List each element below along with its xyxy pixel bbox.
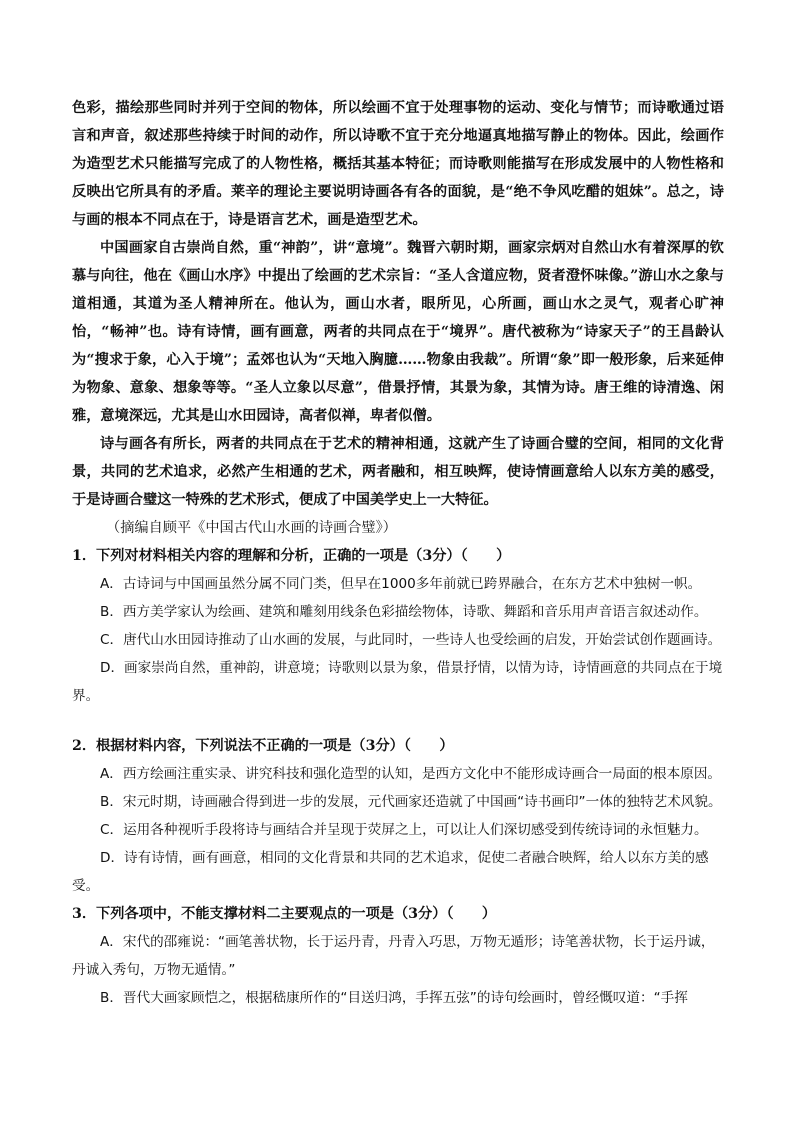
- passage-paragraph-2: 中国画家自古崇尚自然，重“神韵”，讲“意境”。魏晋六朝时期，画家宗炳对自然山水有着深厚的钦慕与向往，他在《画山水序》中提出了绘画的艺术宗旨：“圣人含道应物，贤者澄怀味像。”游山水之象与道相通，其道为圣人精神所在。他认为，画山水者，眼所见，心所画，画山水之灵气，观者心旷神怡，“畅神”也。诗有诗情，画有画意，两者的共同点在于“境界”。唐代被称为“诗家天子”的王昌龄认为“搜求于象，心入于境”；孟郊也认为“天地入胸臆……物象由我裁”。所谓“象”即一般形象，后来延伸为物象、意象、想象等等。“圣人立象以尽意”，借景抒情，其景为象，其情为诗。唐王维的诗清逸、闲雅，意境深远，尤其是山水田园诗，高者似禅，卑者似僧。: [72, 240, 724, 424]
- passage-paragraph-3: 诗与画各有所长，两者的共同点在于艺术的精神相通，这就产生了诗画合璧的空间，相同的文化背景，共同的艺术追求，必然产生相通的艺术，两者融和，相互映辉，使诗情画意给人以东方美的感受，于是诗画合璧这一特殊的艺术形式，便成了中国美学史上一大特征。: [72, 436, 724, 508]
- option-c: C．运用各种视听手段将诗与画结合并呈现于荧屏之上，可以让人们深切感受到传统诗词的永恒魅力。: [100, 822, 708, 838]
- passage-paragraph-1: 色彩，描绘那些同时并列于空间的物体，所以绘画不宜于处理事物的运动、变化与情节；而诗歌通过语言和声音，叙述那些持续于时间的动作，所以诗歌不宜于充分地逼真地描写静止的物体。因此，绘画作为造型艺术只能描写完成了的人物性格，概括其基本特征；而诗歌则能描写在形成发展中的人物性格和反映出它所具有的矛盾。莱辛的理论主要说明诗画各有各的面貌，是“绝不争风吃醋的姐妹”。总之，诗与画的根本不同点在于，诗是语言艺术，画是造型艺术。: [72, 100, 724, 228]
- option-b: B．宋元时期，诗画融合得到进一步的发展，元代画家还造就了中国画“诗书画印”一体的独特艺术风貌。: [100, 794, 722, 810]
- option-d: D．诗有诗情，画有画意，相同的文化背景和共同的艺术追求，促使二者融合映辉，给人以东方美的感受。: [72, 850, 709, 894]
- question-stem: 3．下列各项中，不能支撑材料二主要观点的一项是（3分）（ ）: [72, 906, 497, 922]
- question-stem: 1．下列对材料相关内容的理解和分析，正确的一项是（3分）（ ）: [72, 548, 511, 564]
- option-a: A．古诗词与中国画虽然分属不同门类，但早在1000多年前就已跨界融合，在东方艺术中独树一帜。: [100, 576, 702, 592]
- page-content: [72, 94, 724, 1012]
- question-1: [72, 542, 724, 710]
- question-2: [72, 732, 724, 900]
- option-b: B．晋代大画家顾恺之，根据嵇康所作的“目送归鸿，手挥五弦”的诗句绘画时，曾经慨叹道：“手挥: [100, 990, 688, 1006]
- option-a: A．宋代的邵雍说：“画笔善状物，长于运丹青，丹青入巧思，万物无遁形；诗笔善状物，长于运丹诚，丹诚入秀句，万物无遁情。”: [72, 934, 715, 978]
- passage-source: （摘编自顾平《中国古代山水画的诗画合璧》）: [106, 520, 397, 536]
- question-stem: 2．根据材料内容，下列说法不正确的一项是（3分）（ ）: [72, 738, 454, 754]
- question-3: [72, 900, 724, 1012]
- option-d: D．画家崇尚自然，重神韵，讲意境；诗歌则以景为象，借景抒情，以情为诗，诗情画意的共同点在于境界。: [72, 660, 723, 704]
- option-c: C．唐代山水田园诗推动了山水画的发展，与此同时，一些诗人也受绘画的启发，开始尝试创作题画诗。: [100, 632, 722, 648]
- option-a: A．西方绘画注重实录、讲究科技和强化造型的认知，是西方文化中不能形成诗画合一局面的根本原因。: [100, 766, 722, 782]
- option-b: B．西方美学家认为绘画、建筑和雕刻用线条色彩描绘物体，诗歌、舞蹈和音乐用声音语言叙述动作。: [100, 604, 708, 620]
- spacer: [72, 710, 724, 732]
